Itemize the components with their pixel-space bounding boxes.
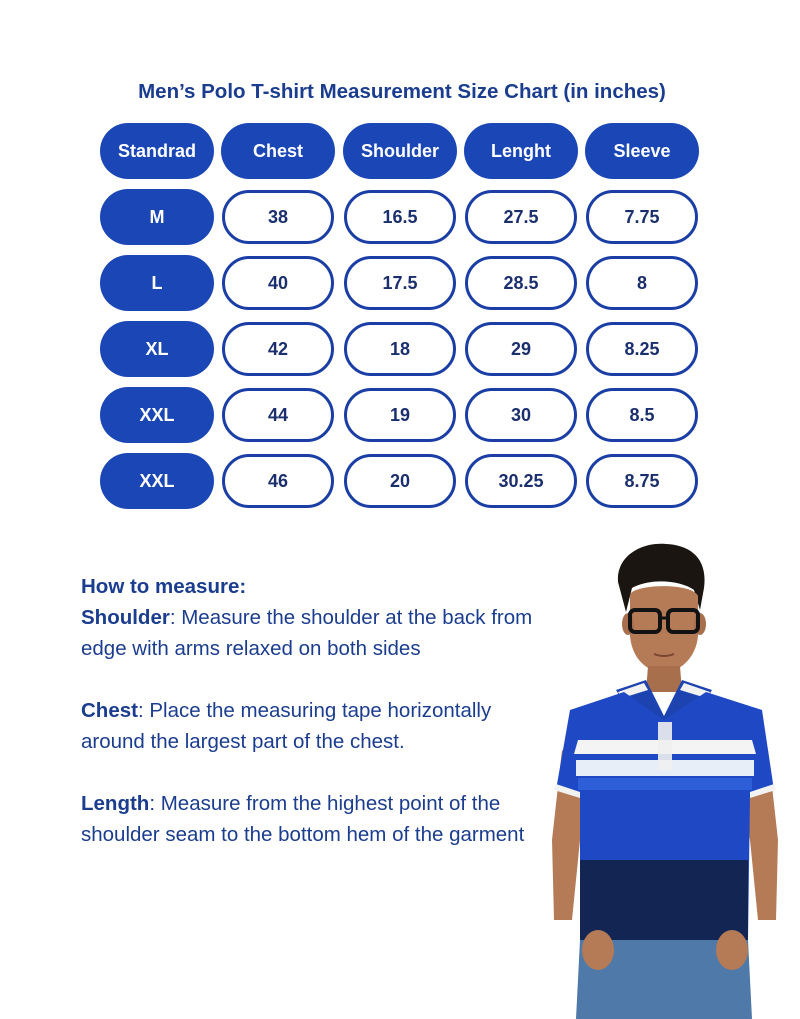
shoulder-cell: 19 bbox=[344, 388, 456, 442]
guide-shoulder-text: : Measure the shoulder at the back from edge with arms relaxed on both sides bbox=[81, 606, 533, 660]
size-cell: XXL bbox=[100, 387, 214, 443]
guide-length bbox=[81, 788, 541, 850]
size-cell: M bbox=[100, 189, 214, 245]
header-cell-length: Lenght bbox=[464, 123, 578, 179]
model-photo bbox=[540, 540, 790, 1019]
sleeve-cell: 8.5 bbox=[586, 388, 698, 442]
guide-length-term: Length bbox=[81, 792, 150, 815]
chest-cell: 38 bbox=[222, 190, 334, 244]
guide-chest bbox=[81, 695, 541, 757]
table-row bbox=[100, 387, 700, 443]
chart-title: Men’s Polo T-shirt Measurement Size Chart (in inches) bbox=[138, 80, 666, 103]
length-cell: 28.5 bbox=[465, 256, 577, 310]
header-cell-shoulder: Shoulder bbox=[343, 123, 457, 179]
shoulder-cell: 17.5 bbox=[344, 256, 456, 310]
table-row bbox=[100, 255, 700, 311]
measurement-guide bbox=[81, 571, 541, 850]
sleeve-cell: 7.75 bbox=[586, 190, 698, 244]
guide-chest-term: Chest bbox=[81, 699, 138, 722]
length-cell: 30 bbox=[465, 388, 577, 442]
guide-shoulder bbox=[81, 602, 541, 664]
shoulder-cell: 20 bbox=[344, 454, 456, 508]
size-cell: L bbox=[100, 255, 214, 311]
guide-shoulder-term: Shoulder bbox=[81, 606, 170, 629]
table-row bbox=[100, 321, 700, 377]
sleeve-cell: 8.25 bbox=[586, 322, 698, 376]
chest-cell: 44 bbox=[222, 388, 334, 442]
header-cell-sleeve: Sleeve bbox=[585, 123, 699, 179]
header-cell-standard: Standrad bbox=[100, 123, 214, 179]
guide-chest-text: : Place the measuring tape horizontally around the largest part of the chest. bbox=[81, 699, 492, 753]
table-header-row bbox=[100, 123, 700, 179]
sleeve-cell: 8.75 bbox=[586, 454, 698, 508]
length-cell: 29 bbox=[465, 322, 577, 376]
length-cell: 30.25 bbox=[465, 454, 577, 508]
shoulder-cell: 18 bbox=[344, 322, 456, 376]
size-cell: XL bbox=[100, 321, 214, 377]
header-cell-chest: Chest bbox=[221, 123, 335, 179]
length-cell: 27.5 bbox=[465, 190, 577, 244]
chest-cell: 40 bbox=[222, 256, 334, 310]
table-row bbox=[100, 189, 700, 245]
chest-cell: 42 bbox=[222, 322, 334, 376]
sleeve-cell: 8 bbox=[586, 256, 698, 310]
guide-length-text: : Measure from the highest point of the shoulder seam to the bottom hem of the garment bbox=[81, 792, 525, 846]
shoulder-cell: 16.5 bbox=[344, 190, 456, 244]
size-chart-table bbox=[100, 123, 700, 511]
size-cell: XXL bbox=[100, 453, 214, 509]
chest-cell: 46 bbox=[222, 454, 334, 508]
table-row bbox=[100, 453, 700, 509]
guide-heading: How to measure: bbox=[81, 575, 247, 598]
